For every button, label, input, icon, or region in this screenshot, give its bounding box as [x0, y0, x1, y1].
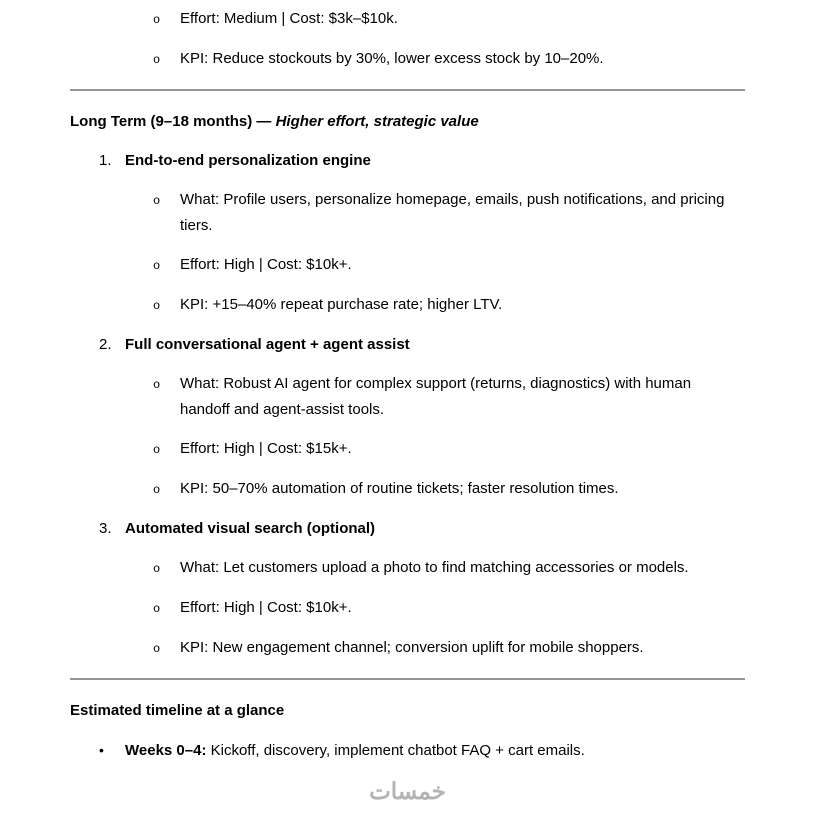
list-item — [70, 436, 745, 463]
list-item — [70, 635, 745, 662]
item-number: 2. — [99, 336, 112, 353]
list-item — [70, 187, 745, 239]
circle-bullet-marker: o — [153, 483, 161, 497]
circle-bullet-marker: o — [153, 642, 161, 656]
list-item-text: KPI: Reduce stockouts by 30%, lower excess stock by 10–20%. — [180, 50, 604, 67]
numbered-item — [70, 516, 745, 542]
item-number: 1. — [99, 152, 112, 169]
list-item-text: Effort: Medium | Cost: $3k–$10k. — [180, 10, 398, 27]
list-item — [70, 555, 745, 582]
circle-bullet-marker: o — [153, 259, 161, 273]
list-item — [70, 476, 745, 503]
numbered-item — [70, 332, 745, 358]
long-term-heading — [70, 109, 745, 135]
list-item — [70, 737, 745, 764]
list-item — [70, 292, 745, 319]
heading-bold-text: Long Term (9–18 months) — — [70, 113, 276, 130]
timeline-heading: Estimated timeline at a glance — [70, 702, 285, 719]
item-number: 3. — [99, 520, 112, 537]
dot-bullet-marker: • — [99, 742, 104, 758]
list-item — [70, 6, 745, 33]
list-item-text: What: Profile users, personalize homepage, emails, push notifications, and pricing tiers. — [180, 191, 725, 234]
circle-bullet-marker: o — [153, 194, 161, 208]
numbered-item — [70, 148, 745, 174]
heading-italic-text: Higher effort, strategic value — [275, 113, 479, 130]
circle-bullet-marker: o — [153, 378, 161, 392]
circle-bullet-marker: o — [153, 602, 161, 616]
bullet-lead-bold: Weeks 0–4: — [125, 742, 207, 759]
list-item — [70, 46, 745, 73]
bullet-rest-text: Kickoff, discovery, implement chatbot FAQ + cart emails. — [206, 742, 585, 759]
list-item — [70, 371, 745, 423]
list-item-text: What: Robust AI agent for complex support (returns, diagnostics) with human handoff and agent-assist tools. — [180, 375, 692, 418]
list-item-text: KPI: +15–40% repeat purchase rate; higher LTV. — [180, 296, 503, 313]
circle-bullet-marker: o — [153, 443, 161, 457]
circle-bullet-marker: o — [153, 299, 161, 313]
list-item-text: Effort: High | Cost: $10k+. — [180, 599, 352, 616]
list-item — [70, 595, 745, 622]
item-title: End-to-end personalization engine — [125, 152, 371, 169]
section-divider — [70, 678, 745, 680]
khamsat-watermark: خمسات — [369, 778, 446, 804]
list-item-text: Effort: High | Cost: $15k+. — [180, 440, 352, 457]
item-title: Automated visual search (optional) — [125, 520, 376, 537]
circle-bullet-marker: o — [153, 53, 161, 67]
list-item-text: KPI: 50–70% automation of routine tickets; faster resolution times. — [180, 480, 619, 497]
list-item-text: Effort: High | Cost: $10k+. — [180, 256, 352, 273]
list-item-text — [125, 738, 745, 764]
list-item-text: What: Let customers upload a photo to find matching accessories or models. — [180, 559, 689, 576]
circle-bullet-marker: o — [153, 562, 161, 576]
list-item — [70, 252, 745, 279]
circle-bullet-marker: o — [153, 13, 161, 27]
item-title: Full conversational agent + agent assist — [125, 336, 410, 353]
section-divider — [70, 89, 745, 91]
list-item-text: KPI: New engagement channel; conversion uplift for mobile shoppers. — [180, 639, 644, 656]
